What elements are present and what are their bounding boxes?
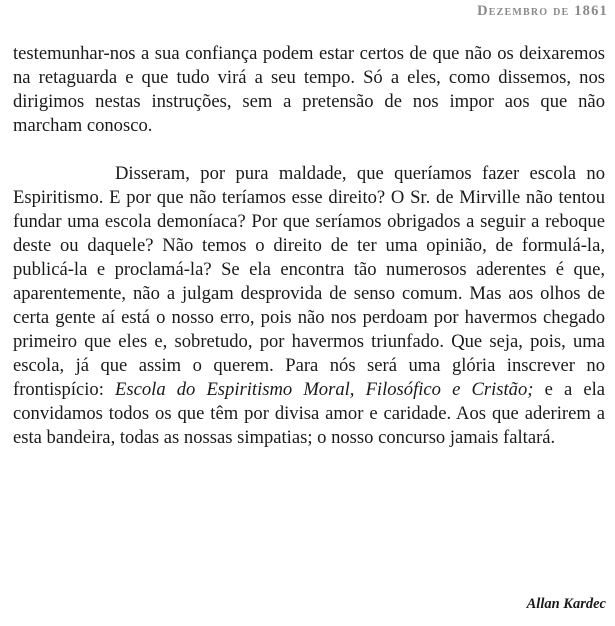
paragraph-2-text-start: Disseram, por pura maldade, que queríamos fazer escola no Espiritismo. E por que não teríamos esse direito? O Sr. de Mirville não tentou fundar uma escola demoníaca? Por que seríamos obrigados a seguir a reboque deste ou daquele? Não temos o direito de ter uma opinião, de formulá-la, publicá-la e proclamá-la? Se ela encontra tão numerosos aderentes é que, aparentemente, não a julgam desprovida de senso comum. Mas aos olhos de certa gente aí está o nosso erro, pois não nos perdoam por havermos chegado primeiro que eles e, sobretudo, por havermos triunfado. Que seja, pois, uma escola, já que assim o querem. Para nós será uma glória inscrever no frontispício: [13,163,605,400]
paragraph-1: testemunhar-nos a sua confiança podem estar certos de que não os deixaremos na retaguarda e que tudo virá a seu tempo. Só a eles, como dissemos, nos dirigimos nestas instruções, sem a pretensão de nos impor aos que não marcham conosco. [13,43,605,136]
school-name-italic: Escola do Espiritismo Moral, Filosófico e Cristão; [115,379,534,400]
author-signature: Allan Kardec [526,596,606,612]
paragraph-2 [13,162,605,450]
paragraph-2-text-end: e a ela convidamos todos os que têm por divisa amor e caridade. Aos que aderirem a esta bandeira, todas as nossas simpatias; o nosso concurso jamais faltará. [13,379,606,448]
running-header: Dezembro de 1861 [477,3,608,19]
page-body [13,42,605,450]
